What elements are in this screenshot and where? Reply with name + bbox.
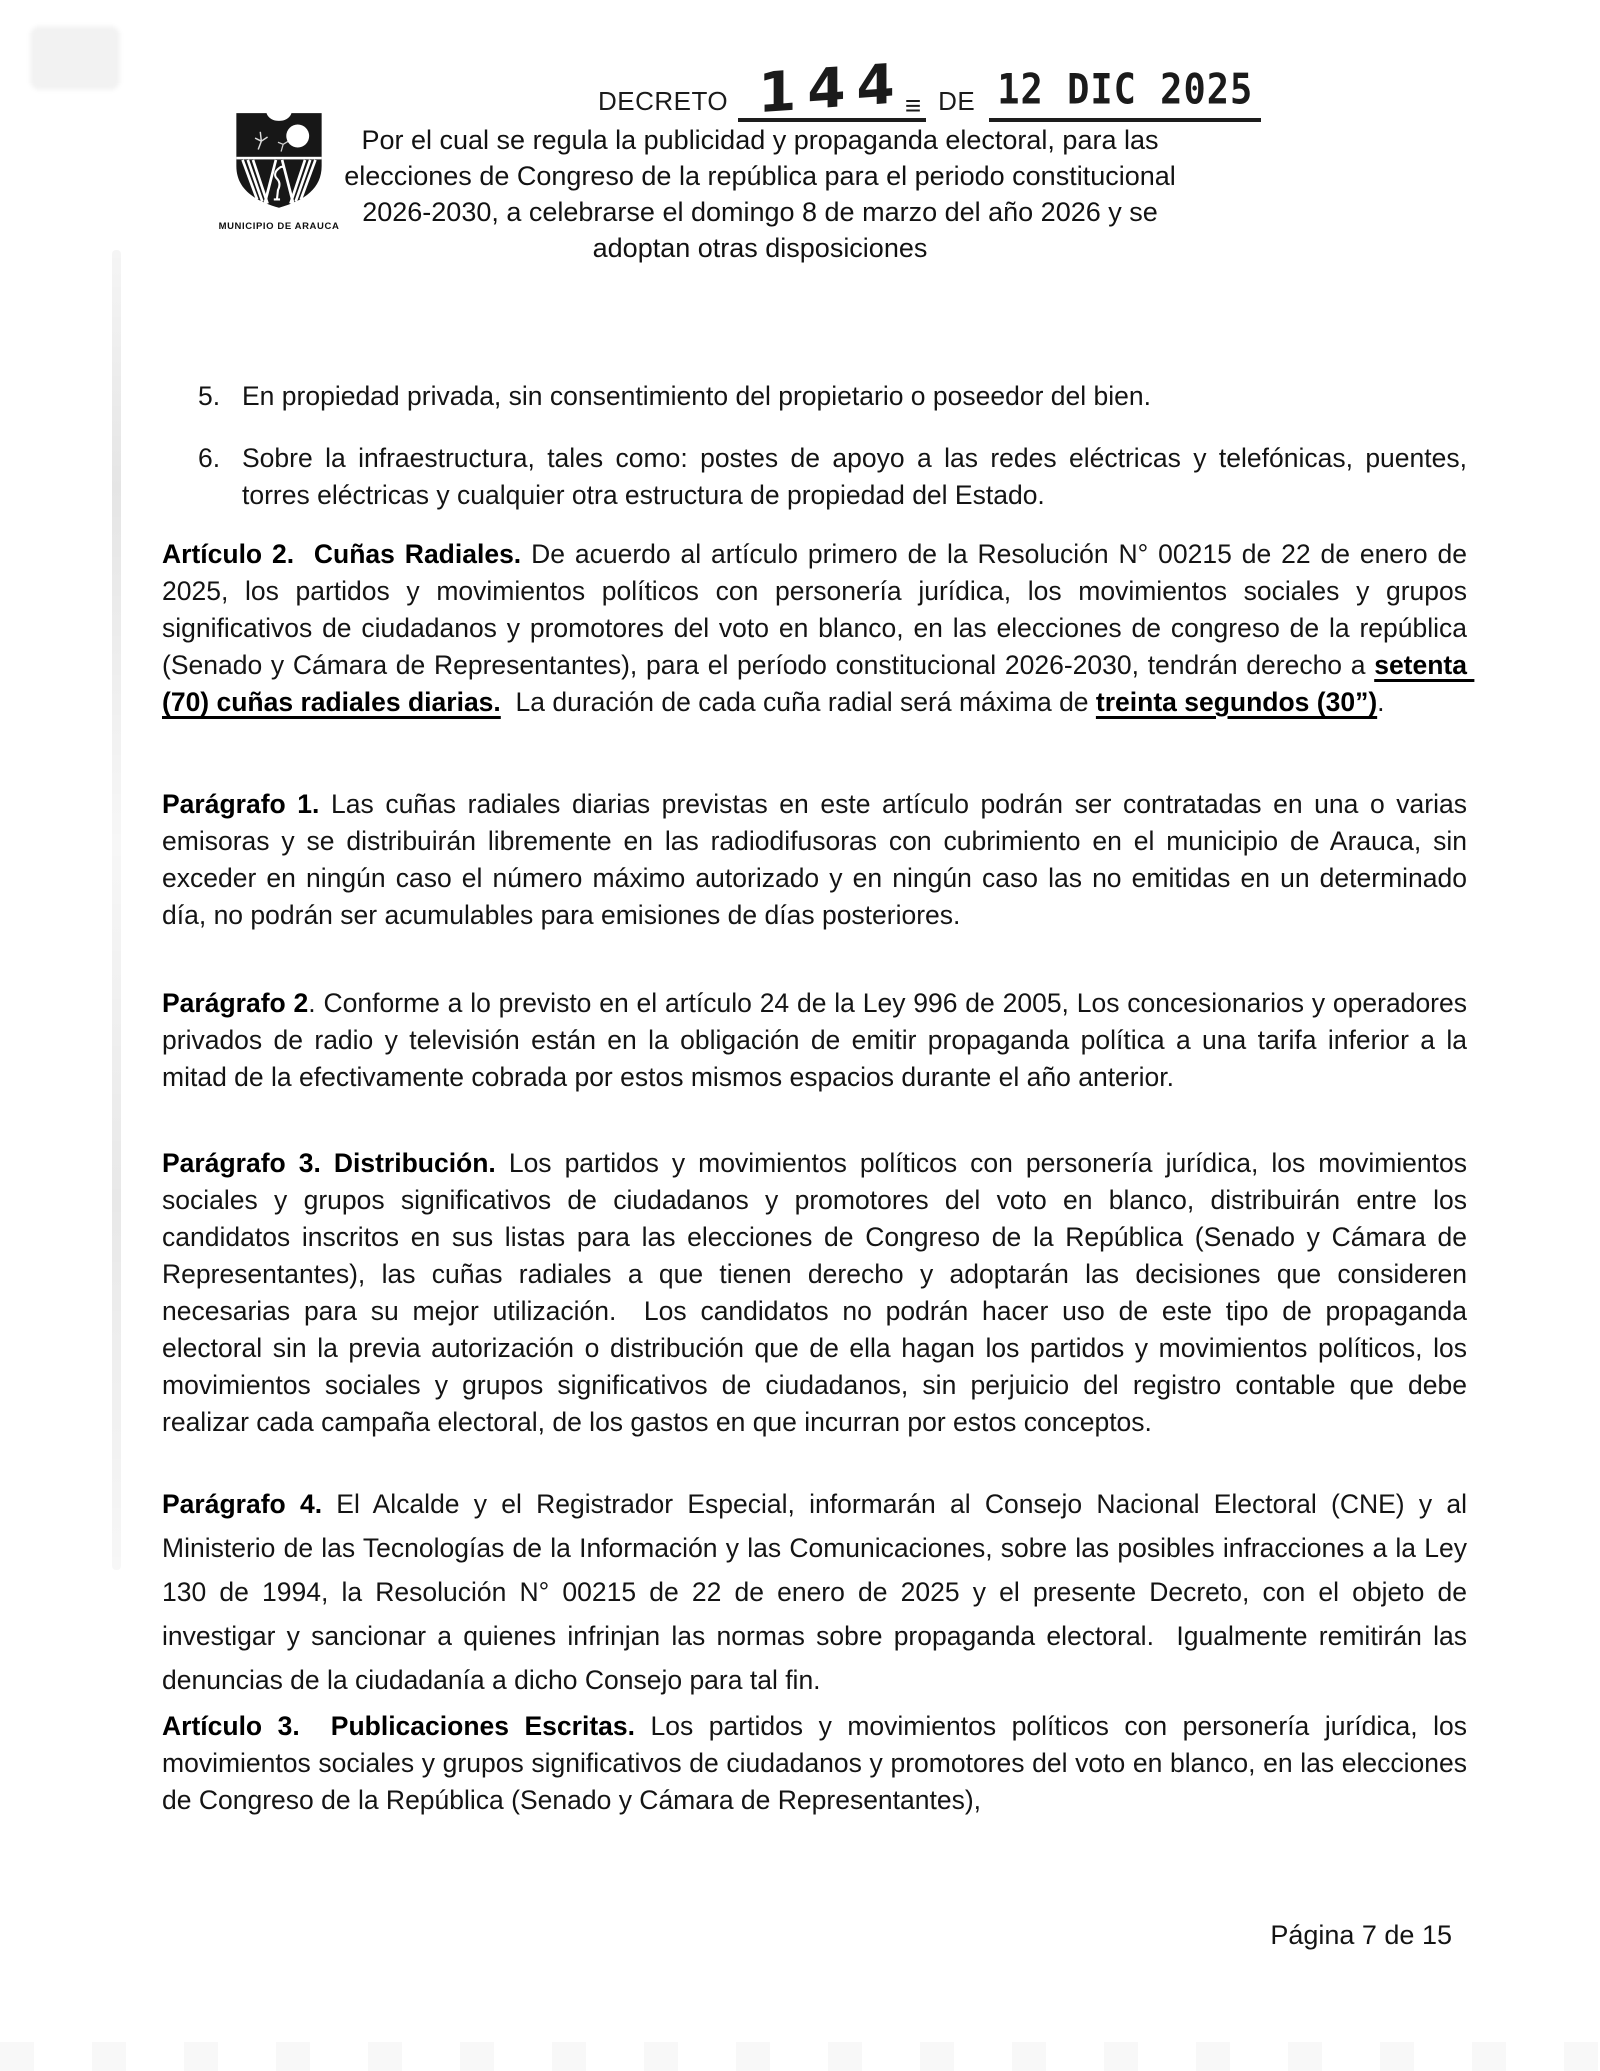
item-text: Sobre la infraestructura, tales como: postes de apoyo a las redes eléctricas y telefónicas, puentes, torres eléctricas y cualquier otra estructura de propiedad del Estado. [242, 443, 1475, 510]
paragrafo-2-paragraph: Parágrafo 2. Conforme a lo previsto en el artículo 24 de la Ley 996 de 2005, Los concesionarios y operadores privados de radio y televisión están en la obligación de emitir propaganda política a una tarifa inferior a la mitad de la efectivamente cobrada por estos mismos espacios durante el año anterior. [162, 988, 1475, 1092]
page-indicator: Página 7 de 15 [1270, 1920, 1452, 1950]
decreto-label: DECRETO [598, 86, 729, 116]
item-text: En propiedad privada, sin consentimiento del propietario o poseedor del bien. [242, 381, 1151, 411]
scan-noise-bottom [0, 2042, 1600, 2071]
paragrafo-3-paragraph: Parágrafo 3. Distribución. Los partidos y movimientos políticos con personería jurídica, los movimientos sociales y grupos significativos de ciudadanos y promotores del voto en blanco, distribuirán entre los candidatos inscritos en sus listas para las elecciones de Congreso de la República (Senado y Cámara de Representantes), las cuñas radiales a que tienen derecho y adoptarán las decisiones que consideren necesarias para su mejor utilización. Los candidatos no podrán hacer uso de este tipo de propaganda electoral sin la previa autorización o distribución que de ella hagan los partidos y movimientos políticos, los movimientos sociales y grupos significativos de ciudadanos, sin perjuicio del registro contable que debe realizar cada campaña electoral, de los gastos en que incurran por estos conceptos. [162, 1148, 1475, 1437]
decree-title-row [598, 50, 1261, 126]
item-number: 6. [198, 443, 221, 473]
articulo-2-paragraph: Artículo 2. Cuñas Radiales. De acuerdo al artículo primero de la Resolución N° 00215 de 22 de enero de 2025, los partidos y movimientos políticos con personería jurídica, los movimientos sociales y grupos significativos de ciudadanos y promotores del voto en blanco, en las elecciones de congreso de la república (Senado y Cámara de Representantes), para el período constitucional 2026-2030, tendrán derecho a setenta (70) cuñas radiales diarias. La duración de cada cuña radial será máxima de treinta segundos (30”). [162, 539, 1475, 717]
decree-subtitle: Por el cual se regula la publicidad y propaganda electoral, para las elecciones de Congreso de la república para el periodo constitucional 2026-2030, a celebrarse el domingo 8 de marzo del año 2026 y se adoptan otras disposiciones [344, 125, 1176, 263]
de-label: DE [938, 86, 976, 116]
decree-date-line [989, 60, 1261, 122]
paragrafo-1-paragraph: Parágrafo 1. Las cuñas radiales diarias previstas en este artículo podrán ser contratadas en una o varias emisoras y se distribuirán libremente en las radiodifusoras con cubrimiento en el municipio de Arauca, sin exceder en ningún caso el número máximo autorizado y en ningún caso las no emitidas en un determinado día, no podrán ser acumulables para emisiones de días posteriores. [162, 789, 1475, 930]
page-footer [162, 1920, 1452, 1951]
list-item-5 [198, 378, 1467, 415]
decree-number-mark: ≡ [904, 90, 921, 121]
decree-number-line [738, 50, 926, 126]
scan-smudge-top-left [30, 26, 120, 90]
logo-caption: MUNICIPIO DE ARAUCA [218, 221, 340, 232]
scan-streak-left-edge [112, 250, 121, 1570]
paragrafo-4-paragraph: Parágrafo 4. El Alcalde y el Registrador Especial, informarán al Consejo Nacional Electoral (CNE) y al Ministerio de las Tecnologías de la Información y las Comunicaciones, sobre las posibles infracciones a la Ley 130 de 1994, la Resolución N° 00215 de 22 de enero de 2025 y el presente Decreto, con el objeto de investigar y sancionar a quienes infrinjan las normas sobre propaganda electoral. Igualmente remitirán las denuncias de la ciudadanía a dicho Consejo para tal fin. [162, 1489, 1475, 1695]
item-number: 5. [198, 381, 221, 411]
decree-date-stamp: 12 DIC 2025 [997, 65, 1254, 114]
articulo-3-paragraph: Artículo 3. Publicaciones Escritas. Los partidos y movimientos políticos con personería jurídica, los movimientos sociales y grupos significativos de ciudadanos y promotores del voto en blanco, en las elecciones de Congreso de la República (Senado y Cámara de Representantes), [162, 1711, 1475, 1815]
decree-number-handwritten: 144 [758, 50, 906, 126]
list-item-6 [198, 440, 1475, 514]
